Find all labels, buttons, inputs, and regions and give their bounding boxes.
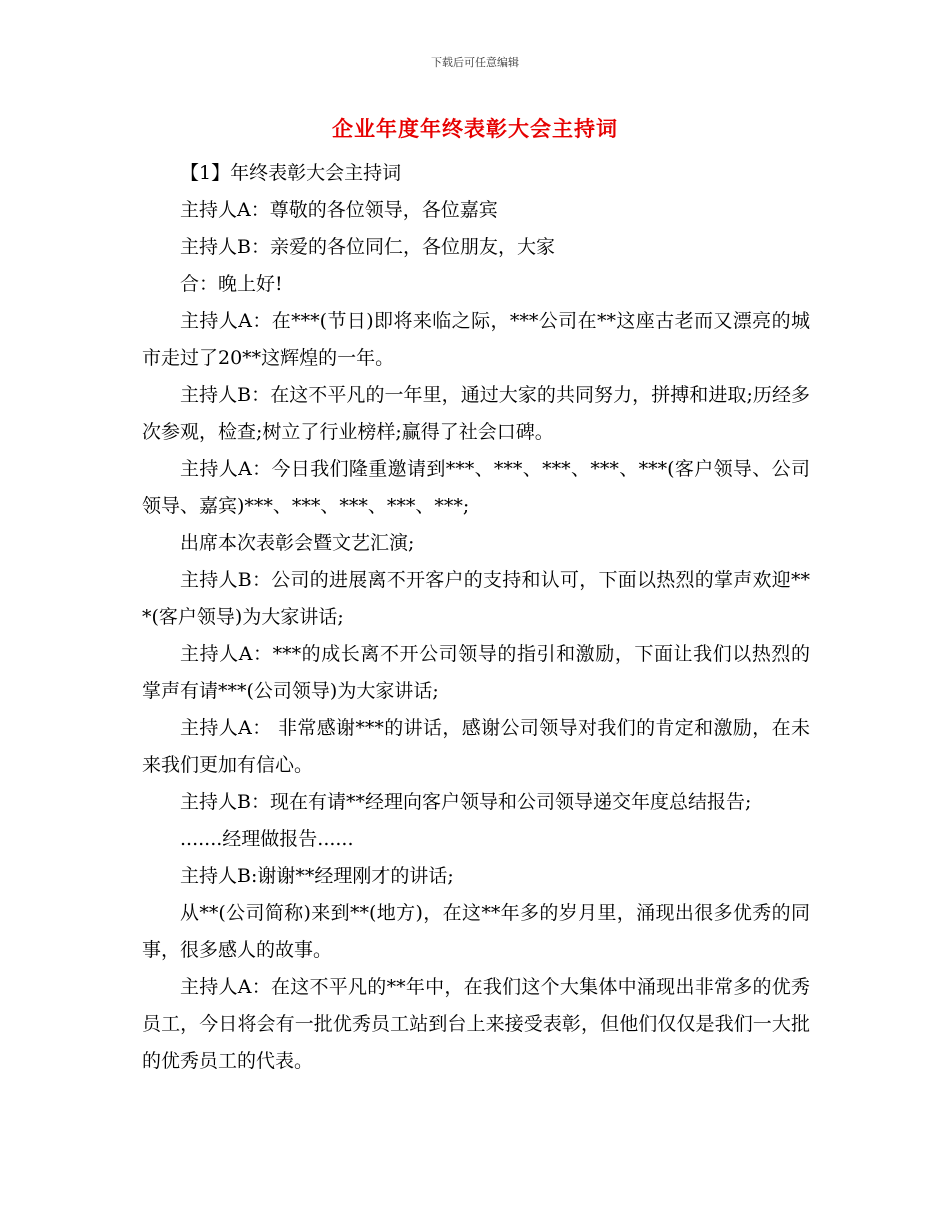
paragraph: 出席本次表彰会暨文艺汇演; [180, 532, 415, 554]
paragraph: 主持人A： 非常感谢***的讲话，感谢公司领导对我们的肯定和激励，在未来我们更加有信心。 [142, 717, 810, 776]
paragraph: 合：晚上好! [180, 273, 283, 295]
paragraph: 主持人A：今日我们隆重邀请到***、***、***、***、***(客户领导、公司领导、嘉宾)***、***、***、***、***; [142, 458, 810, 517]
paragraph: 主持人A：***的成长离不开公司领导的指引和激励，下面让我们以热烈的掌声有请***(公司领导)为大家讲话; [142, 643, 810, 702]
header-note: 下载后可任意编辑 [431, 56, 519, 69]
paragraph: 主持人B：现在有请**经理向客户领导和公司领导递交年度总结报告; [180, 791, 752, 813]
paragraph: 主持人A：在***(节日)即将来临之际，***公司在**这座古老而又漂亮的城市走过了20**这辉煌的一年。 [142, 310, 810, 369]
paragraph: 【1】年终表彰大会主持词 [180, 162, 402, 184]
paragraph: 主持人B:谢谢**经理刚才的讲话; [180, 865, 454, 887]
paragraph: 主持人B：亲爱的各位同仁，各位朋友，大家 [180, 236, 555, 258]
paragraph: .......经理做报告...... [180, 828, 354, 850]
paragraph: 从**(公司简称)来到**(地方)，在这**年多的岁月里，涌现出很多优秀的同事，很多感人的故事。 [142, 902, 810, 961]
document-title: 企业年度年终表彰大会主持词 [332, 117, 618, 141]
document-body [142, 155, 810, 1080]
paragraph: 主持人B：在这不平凡的一年里，通过大家的共同努力，拼搏和进取;历经多次参观，检查;树立了行业榜样;赢得了社会口碑。 [142, 384, 810, 443]
paragraph: 主持人A：在这不平凡的**年中，在我们这个大集体中涌现出非常多的优秀员工，今日将会有一批优秀员工站到台上来接受表彰，但他们仅仅是我们一大批的优秀员工的代表。 [142, 976, 810, 1072]
paragraph: 主持人A：尊敬的各位领导，各位嘉宾 [180, 199, 498, 221]
paragraph: 主持人B：公司的进展离不开客户的支持和认可，下面以热烈的掌声欢迎***(客户领导)为大家讲话; [142, 569, 810, 628]
